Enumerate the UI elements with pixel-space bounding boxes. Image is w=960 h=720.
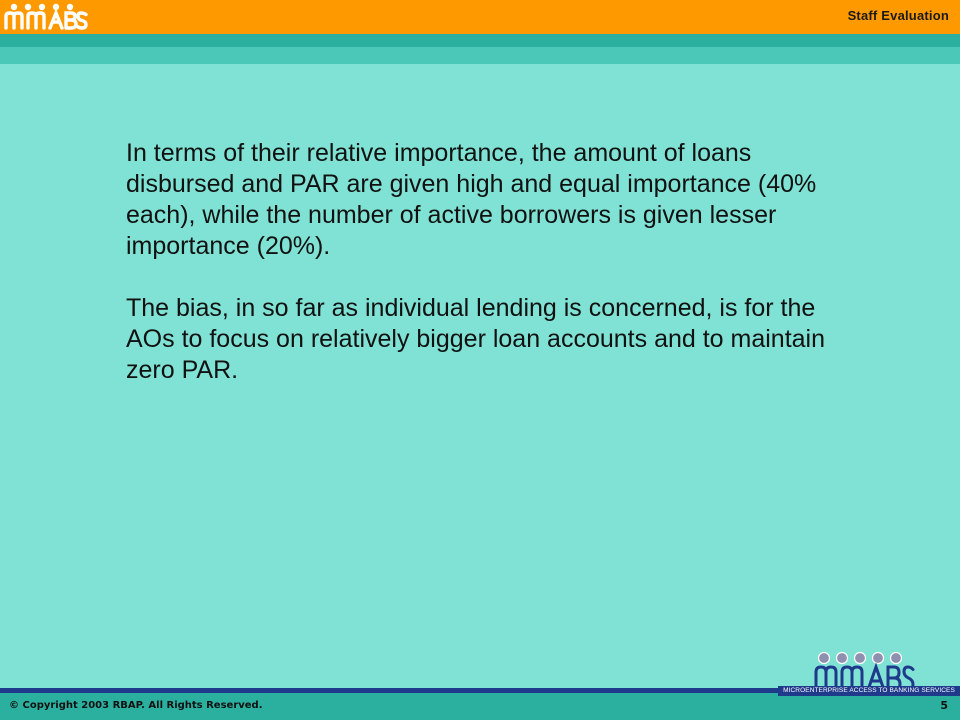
header-stripe-dark <box>0 34 960 47</box>
body-paragraph: In terms of their relative importance, the amount of loans disbursed and PAR are given high and equal importance (40% each), while the number of active borrowers is given lesser importance (20%). <box>126 139 817 260</box>
body-paragraph: The bias, in so far as individual lending is concerned, is for the AOs to focus on relatively bigger loan accounts and to maintain zero PAR. <box>126 294 826 384</box>
copyright-notice: © Copyright 2003 RBAP. All Rights Reserved. <box>9 700 263 711</box>
footer-tagline: MICROENTERPRISE ACCESS TO BANKING SERVICES <box>783 687 955 694</box>
header-stripe-light <box>0 47 960 64</box>
mabs-logo-icon <box>2 2 88 32</box>
slide-body <box>126 138 826 417</box>
page-number: 5 <box>940 699 948 712</box>
footer-tagline-box <box>778 686 960 696</box>
deck-title: Staff Evaluation <box>847 8 949 23</box>
header-bar <box>0 0 960 34</box>
